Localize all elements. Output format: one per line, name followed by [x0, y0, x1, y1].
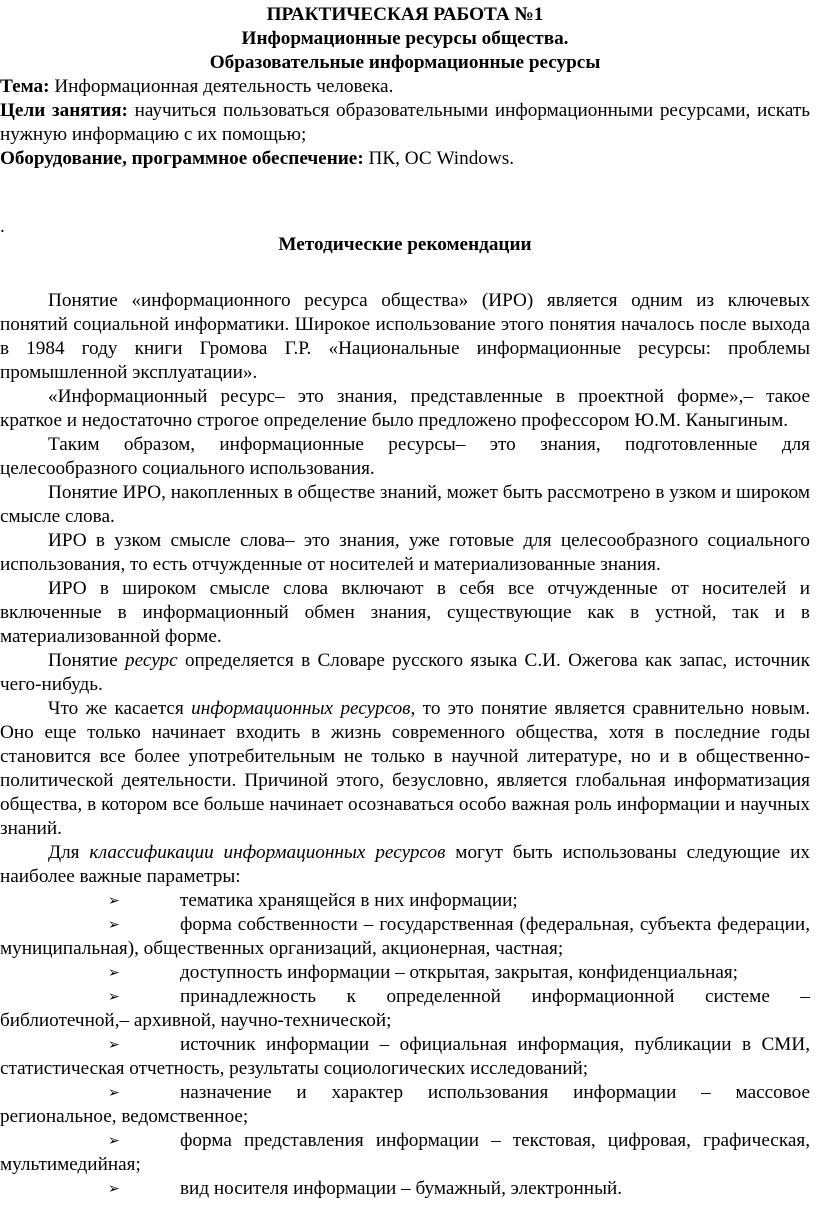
equipment-value: ПК, ОС Windows.: [363, 148, 515, 169]
list-item-text: назначение и характер использования информации – массовое региональное, ведомственное;: [0, 1082, 810, 1127]
list-item-text: доступность информации – открытая, закрытая, конфиденциальная;: [180, 962, 739, 983]
paragraph-9-text-b: могут быть использованы следующие их наиболее важные параметры:: [0, 842, 810, 887]
paragraph-2: «Информационный ресурс– это знания, представленные в проектной форме»,– такое краткое и недостаточно строгое определение было предложено профессором Ю.М. Каныгиным.: [0, 386, 810, 431]
equipment-label: Оборудование, программное обеспечение:: [0, 148, 364, 169]
arrow-bullet-icon: ➢: [108, 893, 120, 909]
list-item-text: форма собственности – государственная (федеральная, субъекта федерации, муниципальная), общественных организаций, акционерная, частная;: [0, 914, 810, 959]
arrow-bullet-icon: ➢: [108, 1037, 120, 1053]
paragraph-8-text-a: Что же касается: [48, 698, 192, 719]
doc-title: ПРАКТИЧЕСКАЯ РАБОТА №1: [266, 4, 544, 25]
equipment-line: [0, 147, 810, 171]
list-item-text: вид носителя информации – бумажный, электронный.: [180, 1178, 623, 1199]
goal-value: научиться пользоваться образовательными информационными ресурсами, искать нужную информацию с их помощью;: [0, 100, 810, 145]
paragraph-4: Понятие ИРО, накопленных в обществе знаний, может быть рассмотрено в узком и широком смысле слова.: [0, 482, 810, 527]
list-item: [0, 1033, 810, 1081]
list-item-text: источник информации – официальная информация, публикации в СМИ, статистическая отчетность, результаты социологических исследований;: [0, 1034, 810, 1079]
arrow-bullet-icon: ➢: [108, 1133, 120, 1149]
stray-dot: .: [0, 216, 5, 237]
spacer: [0, 257, 810, 289]
list-item: [0, 889, 810, 913]
paragraph-7-italic: ресурс: [125, 650, 178, 671]
list-item: [0, 1177, 810, 1201]
topic-line: [0, 75, 810, 99]
goal-label: Цели занятия:: [0, 100, 128, 121]
paragraph-9: [0, 841, 810, 889]
list-item: [0, 985, 810, 1033]
classification-list: [0, 889, 810, 1201]
arrow-bullet-icon: ➢: [108, 989, 120, 1005]
section-title: Методические рекомендации: [278, 234, 532, 255]
paragraph-7-text-b: определяется в Словаре русского языка С.И. Ожегова как запас, источник чего-нибудь.: [0, 650, 810, 695]
paragraph-8: [0, 697, 810, 841]
paragraph-8-italic: информационных ресурсов: [191, 698, 411, 719]
paragraph-3: Таким образом, информационные ресурсы– это знания, подготовленные для целесообразного социального использования.: [0, 434, 810, 479]
list-item: [0, 1081, 810, 1129]
list-item: [0, 961, 810, 985]
paragraph-9-text-a: Для: [48, 842, 90, 863]
arrow-bullet-icon: ➢: [108, 1085, 120, 1101]
list-item: [0, 913, 810, 961]
arrow-bullet-icon: ➢: [108, 1181, 120, 1197]
goal-line: [0, 99, 810, 147]
paragraph-6: ИРО в широком смысле слова включают в себя все отчужденные от носителей и включенные в информационный обмен знания, существующие как в устной, так и в материализованной форме.: [0, 578, 810, 647]
paragraph-9-italic: классификации информационных ресурсов: [89, 842, 446, 863]
paragraph-8-text-b: , то это понятие является сравнительно новым. Оно еще только начинает входить в жизнь современного общества, хотя в последние годы становится все более употребительным не только в научной литературе, но и в общественно-политической деятельности. Причиной этого, безусловно, является глобальная информатизация общества, в котором все больше начинает осознаваться особо важная роль информации и научных знаний.: [0, 698, 810, 839]
paragraph-7: [0, 649, 810, 697]
arrow-bullet-icon: ➢: [108, 917, 120, 933]
doc-subtitle-1: Информационные ресурсы общества.: [241, 28, 569, 49]
paragraph-7-text-a: Понятие: [48, 650, 126, 671]
list-item: [0, 1129, 810, 1177]
paragraph-5: ИРО в узком смысле слова– это знания, уже готовые для целесообразного социального использования, то есть отчужденные от носителей и материализованные знания.: [0, 530, 810, 575]
list-item-text: принадлежность к определенной информационной системе – библиотечной,– архивной, научно-технической;: [0, 986, 810, 1031]
paragraph-1: Понятие «информационного ресурса общества» (ИРО) является одним из ключевых понятий социальной информатики. Широкое использование этого понятия началось после выхода в 1984 году книги Громова Г.Р. «Национальные информационные ресурсы: проблемы промышленной эксплуатации».: [0, 290, 810, 383]
topic-label: Тема:: [0, 76, 50, 97]
topic-value: Информационная деятельность человека.: [49, 76, 394, 97]
doc-subtitle-2: Образовательные информационные ресурсы: [209, 52, 601, 73]
arrow-bullet-icon: ➢: [108, 965, 120, 981]
list-item-text: форма представления информации – текстовая, цифровая, графическая, мультимедийная;: [0, 1130, 810, 1175]
list-item-text: тематика хранящейся в них информации;: [180, 890, 518, 911]
